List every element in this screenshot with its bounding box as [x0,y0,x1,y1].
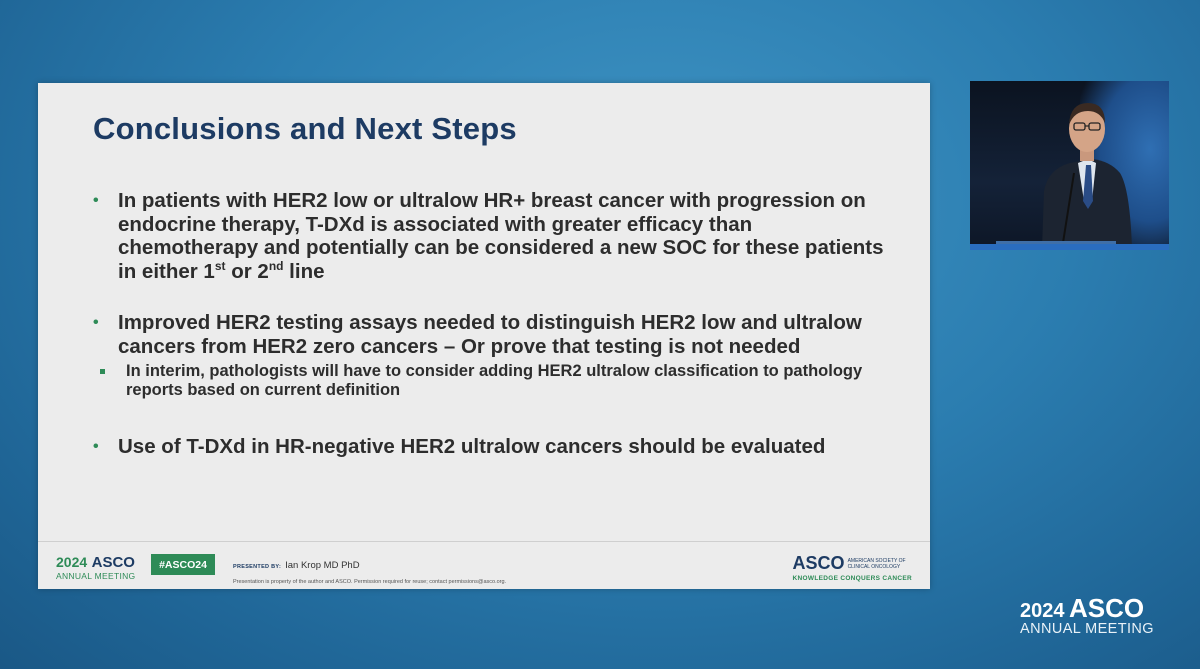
presentation-slide [38,83,930,589]
logo-year: 2024 [56,554,88,570]
bullet-dot-icon: • [93,438,99,455]
hashtag-badge: #ASCO24 [151,554,215,575]
copyright-disclaimer: Presentation is property of the author and ASCO. Permission required for reuse; contact permissions@asco.org. [233,579,507,585]
bullet-list [90,189,890,459]
stage-edge [970,244,1169,250]
presenter-info [233,555,506,585]
slide-title: Conclusions and Next Steps [93,111,517,146]
asco-society-name: AMERICAN SOCIETY OF CLINICAL ONCOLOGY [847,557,906,570]
asco-meeting-watermark [1020,593,1154,637]
watermark-name: ASCO [1068,593,1145,623]
asco-mark: ASCO [792,553,845,573]
slide-footer [38,541,930,589]
presenter-name: Ian Krop MD PhD [285,560,360,571]
presented-by-label: PRESENTED BY: [233,564,282,570]
bullet-2-text: Improved HER2 testing assays needed to distinguish HER2 low and ultralow cancers from HER2 zero cancers – Or prove that testing is not needed [118,311,862,358]
bullet-dot-icon: • [93,192,99,209]
bullet-3-text: Use of T-DXd in HR-negative HER2 ultralow cancers should be evaluated [118,435,826,458]
bullet-item-3 [90,435,890,459]
watermark-year: 2024 [1020,600,1065,622]
superscript-nd: nd [268,258,284,273]
bullet-item-2 [90,311,890,358]
asco-society-logo [793,553,912,582]
superscript-st: st [214,258,226,273]
sub-bullet-text: In interim, pathologists will have to consider adding HER2 ultralow classification to pathology reports based on current definition [126,362,863,399]
speaker-figure-icon [970,81,1169,250]
watermark-meeting: ANNUAL MEETING [1020,621,1154,637]
bullet-1-text: In patients with HER2 low or ultralow HR+ breast cancer with progression on endocrine therapy, T-DXd is associated with greater efficacy than chemotherapy and potentially can be considered a new SOC for these patients in either 1 [118,189,884,283]
logo-name: ASCO [91,554,135,571]
bullet-1-mid: or 2 [225,259,269,283]
square-bullet-icon [100,369,105,374]
logo-meeting: ANNUAL MEETING [56,571,136,581]
asco-tagline: KNOWLEDGE CONQUERS CANCER [792,575,912,582]
annual-meeting-logo [56,554,135,581]
sub-bullet-item [100,362,890,400]
bullet-dot-icon: • [93,314,99,331]
bullet-1-end: line [283,259,325,283]
speaker-video-feed [970,81,1169,250]
bullet-item-1 [90,189,890,283]
